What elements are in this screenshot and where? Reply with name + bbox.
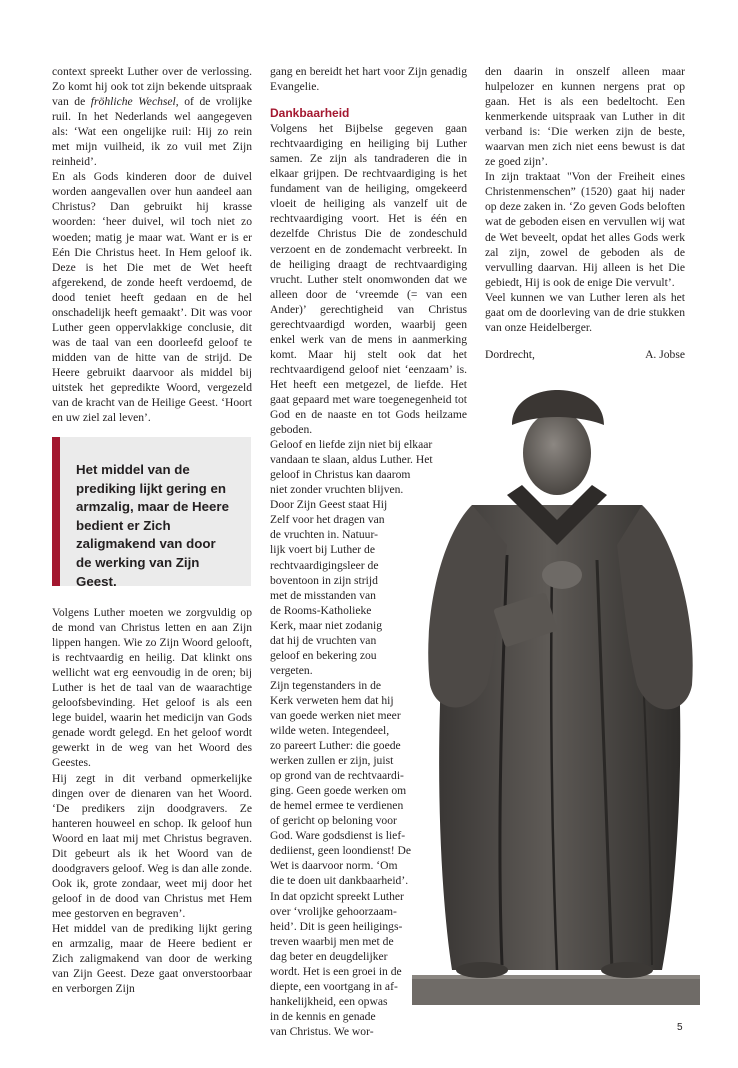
luther-statue-image xyxy=(412,385,700,1005)
paragraph: Hij zegt in dit verband opmerkelijke dingen over de dienaren van het Woord. ‘De predikers zijn doodgravers. Ze hanteren houweel en schop. Ik geloof hun Woord en laat mij met Christus begraven. Dit gebeurt als ik het Woord van de doodgravers geloof. Weg is dan alle zonde. Ook ik, grote zondaar, weet mij door het geloof in de dood van Christus met Hem mee gestorven en begraven’. xyxy=(52,771,252,920)
text-line: geloof en bekering zou xyxy=(270,648,377,662)
paragraph: Het middel van de prediking lijkt gering en armzalig, maar de Heere bedient er Zich zaligmakend van door de werking van Zijn Geest. Deze gaat onverstoorbaar en verborgen Zijn xyxy=(52,921,252,996)
text-line: boventoon in zijn strijd xyxy=(270,573,378,587)
text-line: treven waarbij men met de xyxy=(270,934,394,948)
paragraph: gang en bereidt het hart voor Zijn genadig Evangelie. xyxy=(270,65,467,94)
paragraph: context spreekt Luther over de verlossing. Zo komt hij ook tot zijn bekende uitspraak van de fröhliche Wechsel, of de vrolijke ruil. In het Nederlands wel aangegeven als: ‘Wat een ongelijke ruil: Hij zo rein met mijn vuilheid, ik zo vuil met Zijn reinheid’. xyxy=(52,65,252,169)
text-line: op grond van de rechtvaardi- xyxy=(270,769,404,783)
text-line: van goede werken niet meer xyxy=(270,708,401,722)
column-1-continued xyxy=(52,605,252,996)
text-line: Geloof en liefde zijn niet bij elkaar xyxy=(270,438,433,452)
text-line: rechtvaardigingsleer de xyxy=(270,558,379,572)
text-line: wordt. Het is een groei in de xyxy=(270,964,402,978)
text-line: in de kennis en genade xyxy=(270,1009,376,1023)
paragraph: Volgens Luther moeten we zorgvuldig op de mond van Christus letten en aan Zijn lippen hangen. Wie zo Zijn Woord gelooft, is rechtvaardig en heilig. Dat klinkt ons wellicht wat erg eenvoudig in de oren; bij Luther is het de taal van de waarachtige geloofsbevinding. Het geloof is als een lege buidel, waarin het medicijn van Gods genade wordt gelegd. En het geloof wordt gewerkt in de weg van het Woord des Geestes. xyxy=(52,606,252,770)
text-line: diepte, een voortgang in af- xyxy=(270,979,398,993)
text-line: lijk voert bij Luther de xyxy=(270,543,375,557)
text-line: vergeten. xyxy=(270,663,313,677)
text-line: dediienst, geen loondienst! De xyxy=(270,844,412,858)
paragraph: In zijn traktaat "Von der Freiheit eines Christenmenschen” (1520) gaat hij nader op deze zaken in. ‘Zo geven Gods beloften wat de geboden eisen en vervullen wij wat de Wet beveelt, opdat het alles Gods werk zal zijn, zowel de geboden als de vervulling daarvan. Hij alleen is het Die gebiedt, Hij is ook de enige Die vervult’. xyxy=(485,170,685,289)
text-line: de hemel ermee te verdienen xyxy=(270,799,404,813)
pull-quote: Het middel van de prediking lijkt gering en armzalig, maar de Heere bedient er Zich zaligmakend van door de werking van Zijn Geest. xyxy=(52,437,251,586)
statue-base xyxy=(412,975,700,1005)
column-1 xyxy=(52,64,252,425)
text-line: Kerk verweten hem dat hij xyxy=(270,693,394,707)
text-line: Wet is daarvoor norm. ‘Om xyxy=(270,859,398,873)
text-line: heid’. Dit is geen heiligings- xyxy=(270,919,403,933)
text-line: In dat opzicht spreekt Luther xyxy=(270,889,404,903)
text-line: of gericht op beloning voor xyxy=(270,814,397,828)
text-line: die te doen uit dankbaarheid’. xyxy=(270,874,409,888)
column-3 xyxy=(485,64,685,362)
paragraph: En als Gods kinderen door de duivel worden aangevallen over hun aandeel aan Christus? Dan gebruikt hij krasse woorden: ‘heer duivel, wil toch niet zo woeden; matig je maar wat. Want er is er Eén Die Christus heet. In Hem geloof ik. Deze is het Die met de Wet heeft afgerekend, de zonde heeft verdoemd, de dood teniet heeft gedaan en de hel onschadelijk heeft gemaakt’. Dit was voor Luther geen oppervlakkige conclusie, dit was de taal van een doorleefd geloof te midden van de hitte van de strijd. De Heere gebruikt daarvoor als middel bij uitstek het gepredikte Woord, vergezeld van de kracht van de Heilige Geest. ‘Hoort en uw ziel zal leven’. xyxy=(52,170,252,425)
text-line: over ‘vrolijke gehoorzaam- xyxy=(270,904,397,918)
text-line: dag beter en deugdelijker xyxy=(270,949,388,963)
text-line: wilde weten. Integendeel, xyxy=(270,724,390,738)
text-line: vandaan te slaan, aldus Luther. Het xyxy=(270,453,433,467)
paragraph: Volgens het Bijbelse gegeven gaan rechtvaardiging en heiliging bij Luther samen. Ze zijn als tandraderen die in elkaar grijpen. De rechtvaardiging is het fundament van de heiliging, omgekeerd vloeit de heiliging als vanzelf uit de rechtvaardiging voort. Het is één en dezelfde Christus Die de zondeschuld verzoent en de zondemacht verbreekt. In de heiliging draagt de rechtvaardiging vrucht. Luther stelt onomwonden dat we alleen door de ‘vreemde (= van een Ander)’ gerechtigheid van Christus gerechtvaardigd worden, waarbij geen enkel werk van de mens in aanmerking komt. Maar hij stelt ook dat het rechtvaardigend geloof niet ‘eenzaam’ is. Het heeft een metgezel, de liefde. Het gaat gepaard met ware toegenegenheid tot God en de naaste en tot Gods heilzame geboden. xyxy=(270,122,467,437)
text-line: ging. Geen goede werken om xyxy=(270,784,407,798)
text-line: Zijn tegenstanders in de xyxy=(270,678,382,692)
text-line: de vruchten in. Natuur- xyxy=(270,528,378,542)
text-line: geloof in Christus kan daarom xyxy=(270,468,411,482)
place: Dordrecht, xyxy=(485,347,535,361)
paragraph: den daarin in onszelf alleen maar hulpelozer en kunnen nergens prat op gaan. Het is als een bedeltocht. Een kenmerkende uitspraak van Luther in dit verband is: ‘Die werken zijn de beste, waarvan men zich niet eens bewust is dat ze goed zijn’. xyxy=(485,65,685,169)
text-line: werken zullen er zijn, juist xyxy=(270,754,394,768)
text-line: de Rooms-Katholieke xyxy=(270,603,372,617)
text-line: niet zonder vruchten blijven. xyxy=(270,483,404,497)
text-line: God. Ware godsdienst is lief- xyxy=(270,829,406,843)
text-line: met de misstanden van xyxy=(270,588,376,602)
section-heading: Dankbaarheid xyxy=(270,106,350,121)
text-line: van Christus. We wor- xyxy=(270,1024,374,1038)
author: A. Jobse xyxy=(645,347,685,361)
statue-head xyxy=(523,411,591,495)
text-line: Door Zijn Geest staat Hij xyxy=(270,498,388,512)
text-line: zo pareert Luther: die goede xyxy=(270,739,401,753)
page-number: 5 xyxy=(677,1022,683,1033)
text-line: dat hij de vruchten van xyxy=(270,633,377,647)
signature xyxy=(485,347,685,362)
text-line: Zelf voor het dragen van xyxy=(270,513,385,527)
text-line: hankelijkheid, een opwas xyxy=(270,994,388,1008)
text-line: Kerk, maar niet zodanig xyxy=(270,618,383,632)
paragraph: Veel kunnen we van Luther leren als het gaat om de doorleving van de drie stukken van onze Heidelberger. xyxy=(485,290,685,334)
